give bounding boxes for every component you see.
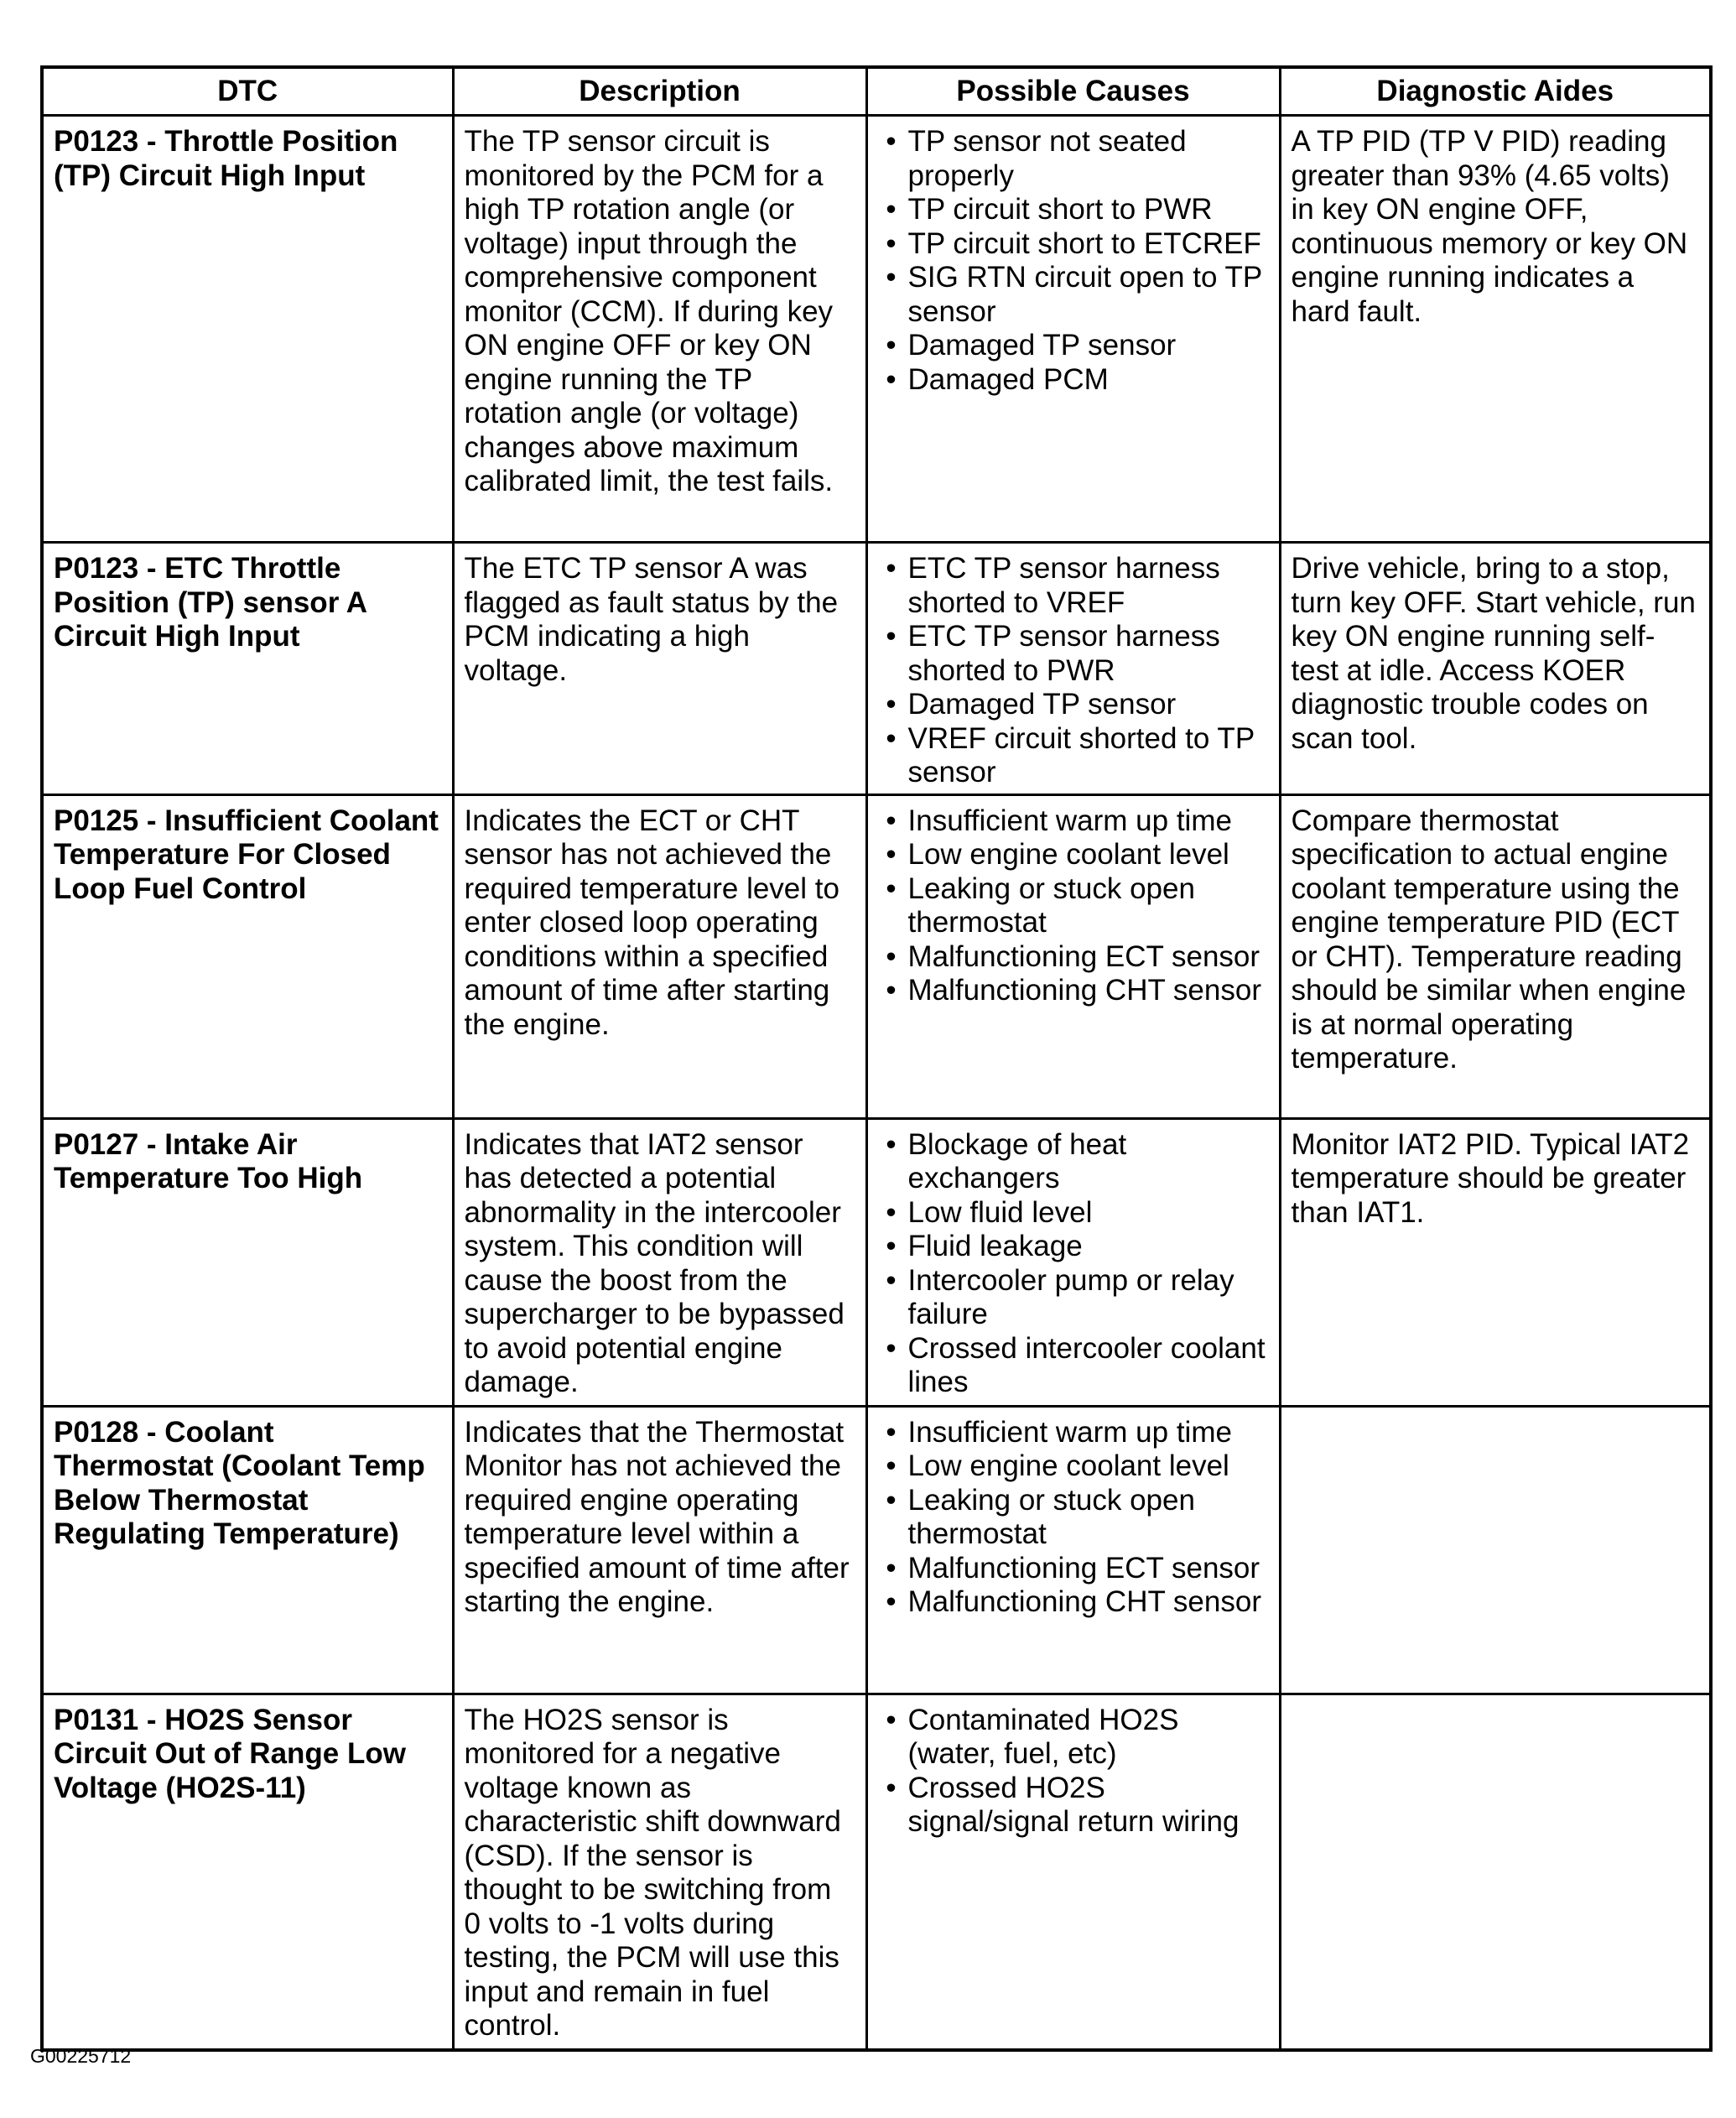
cause-item: • Malfunctioning ECT sensor	[878, 1552, 1269, 1586]
table-row	[42, 1694, 1711, 2050]
bullet-icon: •	[886, 552, 897, 585]
cause-item: • ETC TP sensor harness shorted to PWR	[878, 620, 1269, 688]
bullet-icon: •	[886, 721, 897, 755]
bullet-icon: •	[886, 1230, 897, 1262]
description-cell: The TP sensor circuit is monitored by the PCM for a high TP rotation angle (or voltage) input through the comprehensive component monitor (CCM). If during key ON engine OFF or key ON engine running the TP rotation angle (or voltage) changes above maximum calibrated limit, the test fails.	[453, 116, 866, 543]
bullet-icon: •	[886, 193, 897, 226]
table-body	[42, 116, 1711, 2051]
dtc-code-cell: P0127 - Intake Air Temperature Too High	[42, 1118, 453, 1406]
figure-id-label: G00225712	[30, 2045, 132, 2067]
cause-item: • SIG RTN circuit open to TP sensor	[878, 261, 1269, 329]
cause-item: • TP circuit short to ETCREF	[878, 227, 1269, 262]
bullet-icon: •	[886, 329, 897, 362]
bullet-icon: •	[886, 362, 897, 396]
bullet-icon: •	[886, 620, 897, 653]
cause-item: • Intercooler pump or relay failure	[878, 1264, 1269, 1332]
diagnostic-aides-cell	[1280, 1406, 1711, 1694]
causes-list	[878, 125, 1269, 397]
diagnostic-aides-cell: Monitor IAT2 PID. Typical IAT2 temperature should be greater than IAT1.	[1280, 1118, 1711, 1406]
causes-list	[878, 1416, 1269, 1620]
table-row	[42, 1406, 1711, 1694]
bullet-icon: •	[886, 1703, 897, 1736]
cause-item: • Blockage of heat exchangers	[878, 1128, 1269, 1196]
cause-item: • Leaking or stuck open thermostat	[878, 1484, 1269, 1552]
header-diagnostic-aides: Diagnostic Aides	[1280, 67, 1711, 116]
possible-causes-cell	[866, 1406, 1280, 1694]
bullet-icon: •	[886, 226, 897, 260]
header-description: Description	[453, 67, 866, 116]
bullet-icon: •	[886, 1263, 897, 1297]
table-row	[42, 1118, 1711, 1406]
cause-item: • Low fluid level	[878, 1196, 1269, 1231]
cause-item: • Malfunctioning CHT sensor	[878, 1585, 1269, 1620]
cause-item: • VREF circuit shorted to TP sensor	[878, 722, 1269, 790]
cause-item: • TP circuit short to PWR	[878, 193, 1269, 227]
diagnostic-aides-cell: Drive vehicle, bring to a stop, turn key OFF. Start vehicle, run key ON engine running self-test at idle. Access KOER diagnostic trouble codes on scan tool.	[1280, 543, 1711, 795]
possible-causes-cell	[866, 1118, 1280, 1406]
bullet-icon: •	[886, 1195, 897, 1229]
cause-item: • Insufficient warm up time	[878, 804, 1269, 839]
description-cell: Indicates that the Thermostat Monitor has not achieved the required engine operating temperature level within a specified amount of time after starting the engine.	[453, 1406, 866, 1694]
cause-item: • ETC TP sensor harness shorted to VREF	[878, 552, 1269, 620]
cause-item: • Crossed HO2S signal/signal return wiring	[878, 1772, 1269, 1840]
cause-item: • Crossed intercooler coolant lines	[878, 1332, 1269, 1400]
table-row	[42, 543, 1711, 795]
dtc-code-cell: P0123 - ETC Throttle Position (TP) sensor A Circuit High Input	[42, 543, 453, 795]
table-row	[42, 794, 1711, 1118]
cause-item: • Malfunctioning ECT sensor	[878, 940, 1269, 975]
description-cell: The HO2S sensor is monitored for a negative voltage known as characteristic shift downward (CSD). If the sensor is thought to be switching from 0 volts to -1 volts during testing, the PCM will use this input and remain in fuel control.	[453, 1694, 866, 2050]
bullet-icon: •	[886, 1127, 897, 1161]
possible-causes-cell	[866, 543, 1280, 795]
bullet-icon: •	[886, 1415, 897, 1449]
causes-list	[878, 552, 1269, 790]
header-possible-causes: Possible Causes	[866, 67, 1280, 116]
bullet-icon: •	[886, 1449, 897, 1482]
cause-item: • Low engine coolant level	[878, 838, 1269, 872]
dtc-code-cell: P0131 - HO2S Sensor Circuit Out of Range Low Voltage (HO2S-11)	[42, 1694, 453, 2050]
cause-item: • Malfunctioning CHT sensor	[878, 974, 1269, 1008]
diagnostic-aides-cell	[1280, 1694, 1711, 2050]
diagnostic-aides-cell: Compare thermostat specification to actual engine coolant temperature using the engine temperature PID (ECT or CHT). Temperature reading should be similar when engine is at normal operating temperature.	[1280, 794, 1711, 1118]
bullet-icon: •	[886, 838, 897, 871]
bullet-icon: •	[886, 939, 897, 973]
dtc-code-cell: P0125 - Insufficient Coolant Temperature For Closed Loop Fuel Control	[42, 794, 453, 1118]
bullet-icon: •	[886, 974, 897, 1007]
description-cell: The ETC TP sensor A was flagged as fault status by the PCM indicating a high voltage.	[453, 543, 866, 795]
table-header	[42, 67, 1711, 116]
bullet-icon: •	[886, 804, 897, 837]
cause-item: • Low engine coolant level	[878, 1449, 1269, 1484]
cause-item: • Fluid leakage	[878, 1230, 1269, 1264]
bullet-icon: •	[886, 1551, 897, 1585]
bullet-icon: •	[886, 1585, 897, 1618]
bullet-icon: •	[886, 125, 897, 158]
cause-item: • Contaminated HO2S (water, fuel, etc)	[878, 1704, 1269, 1772]
bullet-icon: •	[886, 261, 897, 294]
cause-item: • Insufficient warm up time	[878, 1416, 1269, 1450]
causes-list	[878, 1704, 1269, 1840]
bullet-icon: •	[886, 1331, 897, 1365]
cause-item: • Leaking or stuck open thermostat	[878, 872, 1269, 940]
cause-item: • Damaged TP sensor	[878, 329, 1269, 363]
possible-causes-cell	[866, 1694, 1280, 2050]
cause-item: • Damaged TP sensor	[878, 688, 1269, 722]
dtc-table	[40, 65, 1713, 2052]
cause-item: • TP sensor not seated properly	[878, 125, 1269, 193]
table-row	[42, 116, 1711, 543]
cause-item: • Damaged PCM	[878, 363, 1269, 398]
description-cell: Indicates that IAT2 sensor has detected a potential abnormality in the intercooler system. This condition will cause the boost from the supercharger to be bypassed to avoid potential engine damage.	[453, 1118, 866, 1406]
possible-causes-cell	[866, 116, 1280, 543]
possible-causes-cell	[866, 794, 1280, 1118]
bullet-icon: •	[886, 688, 897, 721]
causes-list	[878, 1128, 1269, 1400]
description-cell: Indicates the ECT or CHT sensor has not achieved the required temperature level to enter closed loop operating conditions within a specified amount of time after starting the engine.	[453, 794, 866, 1118]
header-row	[42, 67, 1711, 116]
bullet-icon: •	[886, 1483, 897, 1517]
diagnostic-aides-cell: A TP PID (TP V PID) reading greater than 93% (4.65 volts) in key ON engine OFF, continuous memory or key ON engine running indicates a hard fault.	[1280, 116, 1711, 543]
bullet-icon: •	[886, 872, 897, 905]
dtc-code-cell: P0123 - Throttle Position (TP) Circuit High Input	[42, 116, 453, 543]
causes-list	[878, 804, 1269, 1008]
bullet-icon: •	[886, 1771, 897, 1804]
header-dtc: DTC	[42, 67, 453, 116]
dtc-code-cell: P0128 - Coolant Thermostat (Coolant Temp Below Thermostat Regulating Temperature)	[42, 1406, 453, 1694]
